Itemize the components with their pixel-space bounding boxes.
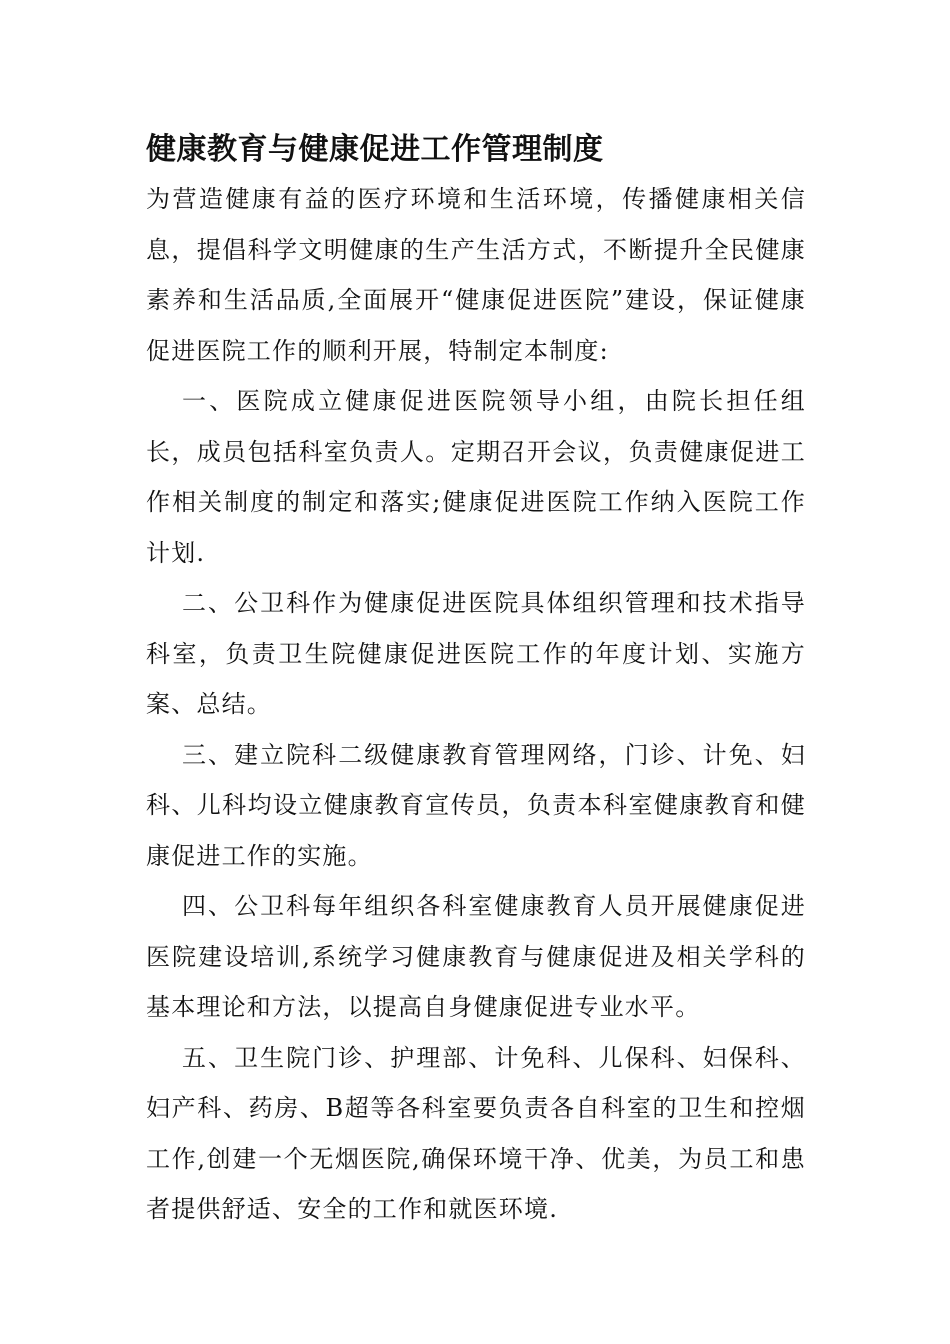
document-body <box>146 126 806 1235</box>
clause-4-paragraph: 四、公卫科每年组织各科室健康教育人员开展健康促进医院建设培训,系统学习健康教育与健康促进及相关学科的基本理论和方法，以提高自身健康促进专业水平。 <box>146 892 806 1021</box>
document-title: 健康教育与健康促进工作管理制度 <box>146 132 604 167</box>
clause-5-paragraph: 五、卫生院门诊、护理部、计免科、儿保科、妇保科、妇产科、药房、B超等各科室要负责各自科室的卫生和控烟工作,创建一个无烟医院,确保环境干净、优美，为员工和患者提供舒适、安全的工作和就医环境. <box>146 1043 806 1223</box>
clause-3-paragraph: 三、建立院科二级健康教育管理网络，门诊、计免、妇科、儿科均设立健康教育宣传员，负责本科室健康教育和健康促进工作的实施。 <box>146 740 806 870</box>
intro-paragraph: 为营造健康有益的医疗环境和生活环境，传播健康相关信息，提倡科学文明健康的生产生活方式，不断提升全民健康素养和生活品质,全面展开“健康促进医院”建设，保证健康促进医院工作的顺利开展，特制定本制度: <box>146 185 806 365</box>
clause-2-paragraph: 二、公卫科作为健康促进医院具体组织管理和技术指导科室，负责卫生院健康促进医院工作的年度计划、实施方案、总结。 <box>146 589 806 718</box>
clause-1-paragraph: 一、医院成立健康促进医院领导小组，由院长担任组长，成员包括科室负责人。定期召开会议，负责健康促进工作相关制度的制定和落实;健康促进医院工作纳入医院工作计划. <box>146 387 806 567</box>
